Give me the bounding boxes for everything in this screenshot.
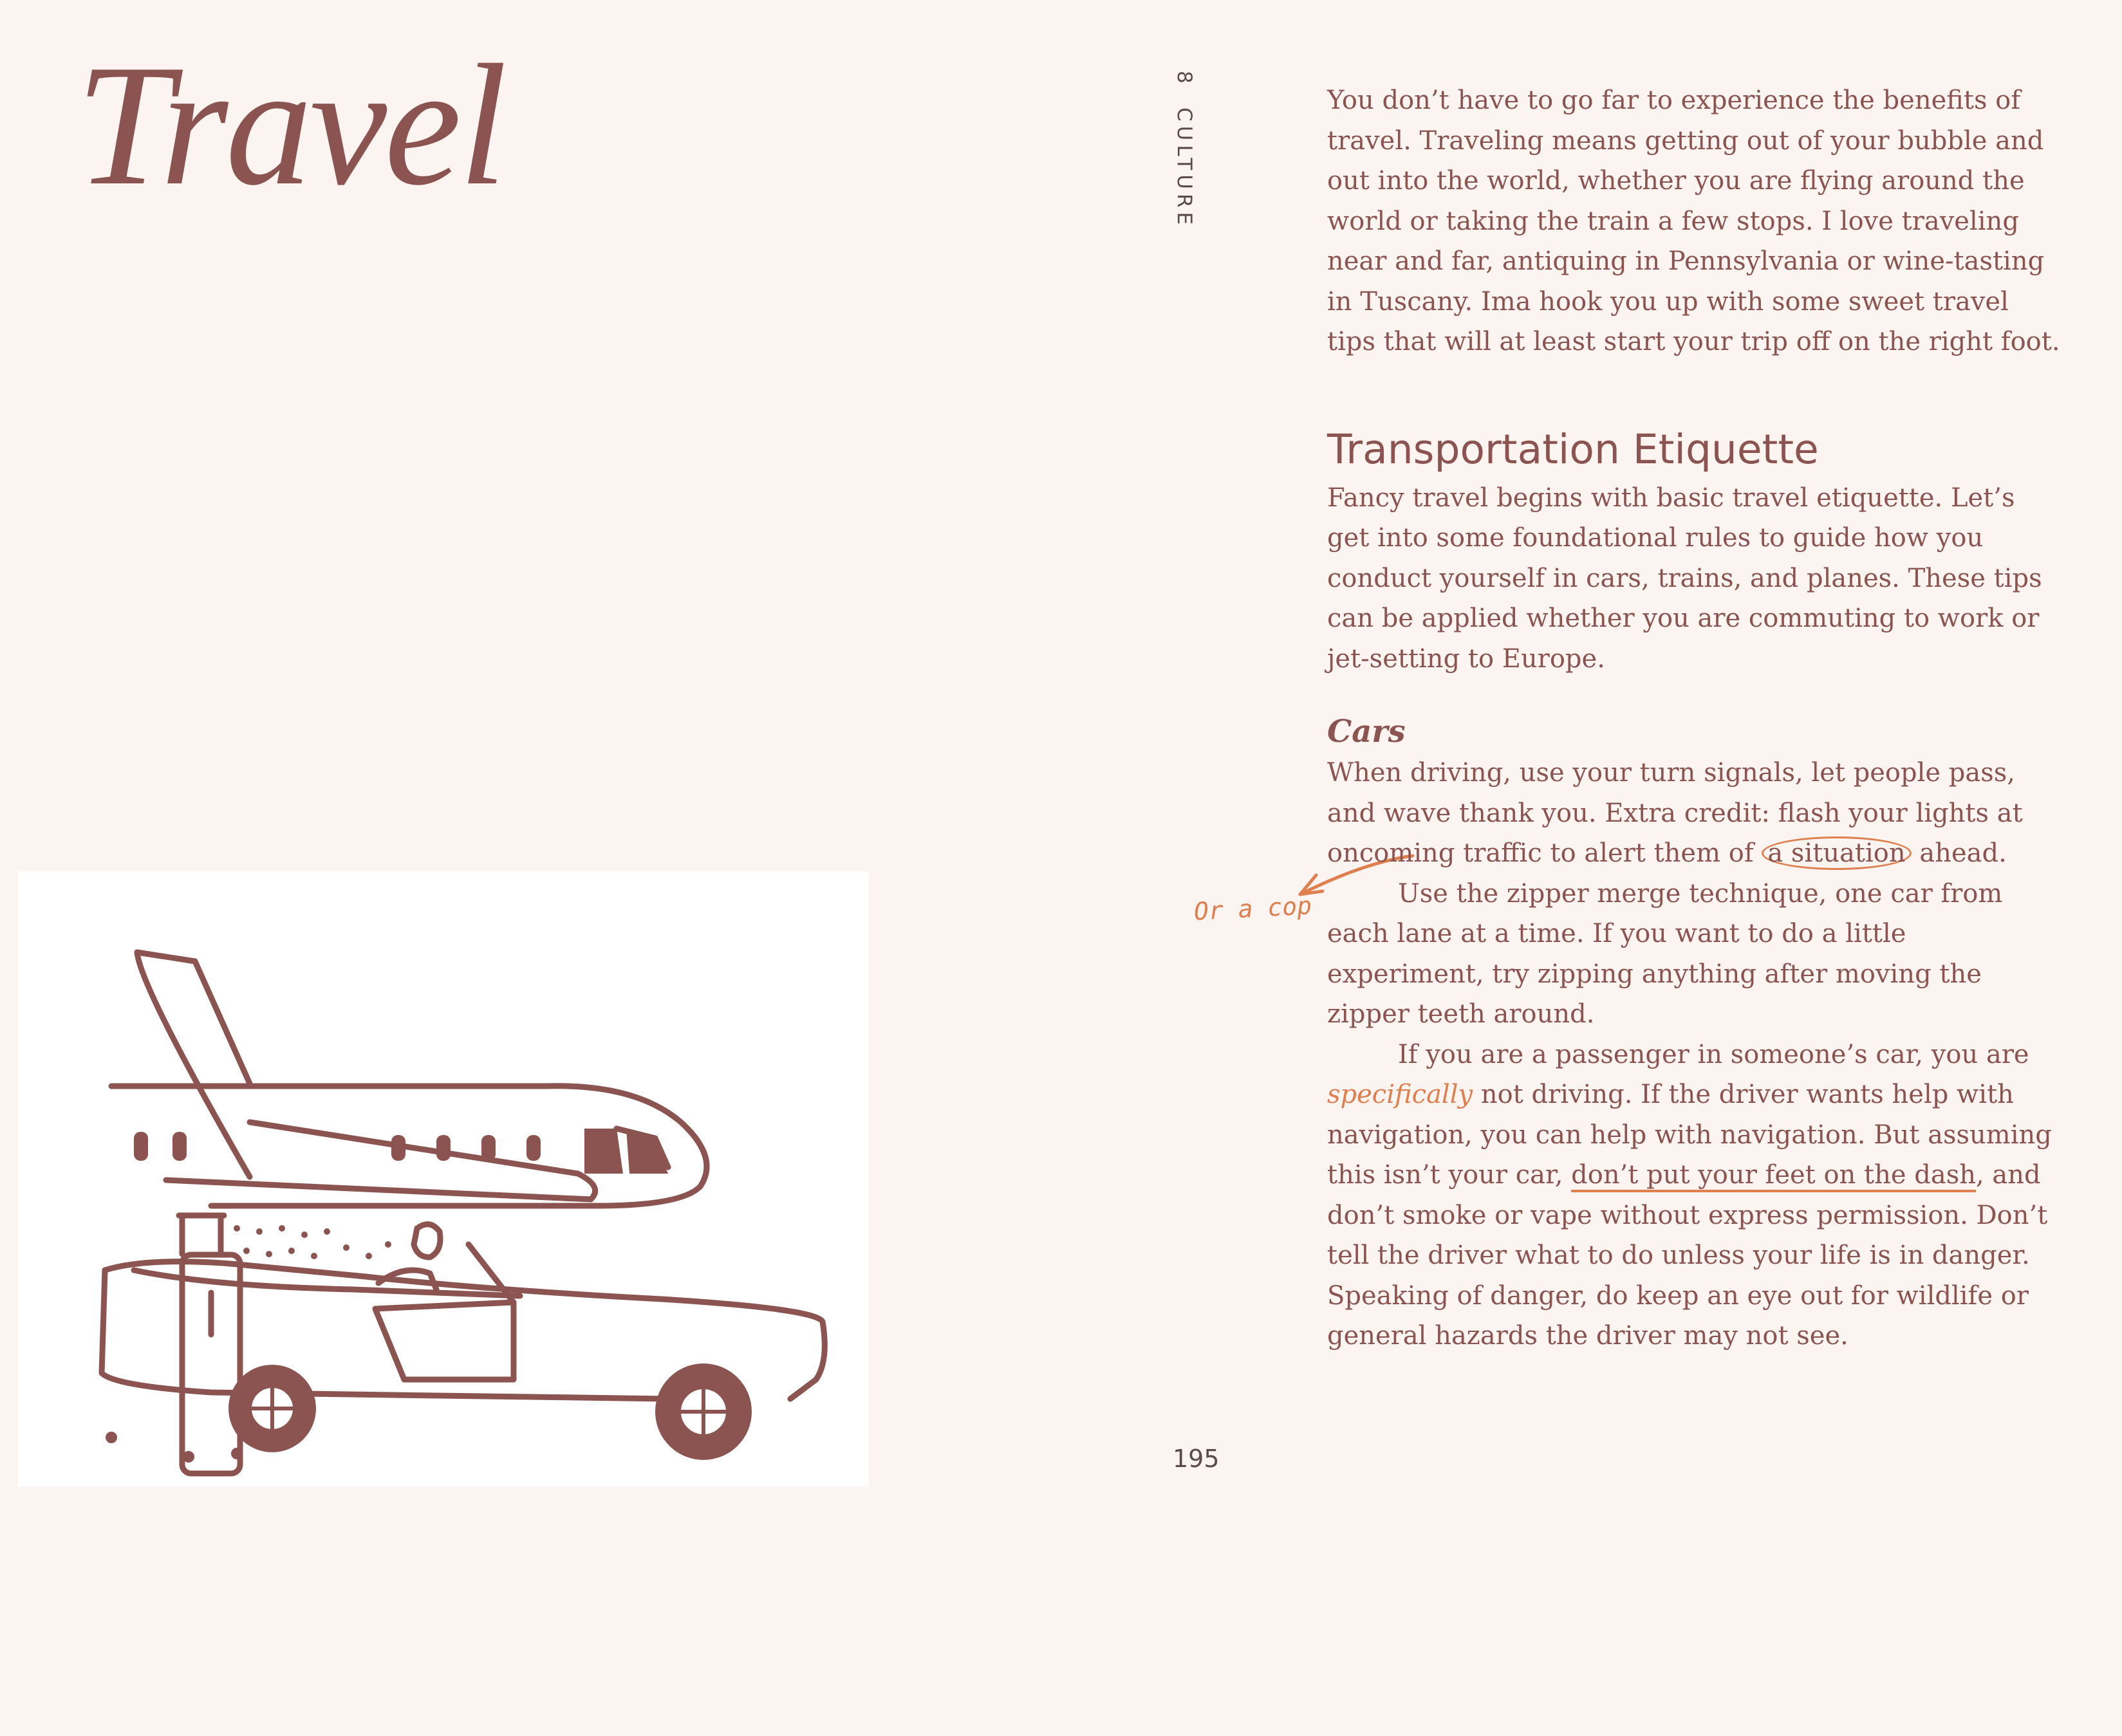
cars-paragraph-1 [1327,753,2061,874]
airplane-car-drawing [18,871,869,1487]
transportation-paragraph: Fancy travel begins with basic travel etiquette. Let’s get into some foundational rules to guide how you conduct yourself in cars, trains, and planes. These tips can be applied whether you are commuting to work or jet-setting to Europe. [1327,483,2042,674]
section-heading: Transportation Etiquette [1327,425,1819,473]
cars-p1-text: When driving, use your turn signals, let people pass, and wave thank you. Extra credit: flash your lights at oncoming traffic to alert them of [1327,758,2023,868]
cars-paragraph-3 [1327,1035,2061,1356]
intro-paragraph: You don’t have to go far to experience the benefits of travel. Traveling means getting out of your bubble and out into the world, whether you are flying around the world or taking the train a few stops. I love traveling near and far, antiquing in Pennsylvania or wine-tasting in Tuscany. Ima hook you up with some sweet travel tips that will at least start your trip off on the right foot. [1327,86,2060,356]
margin-note: Or a cop [1193,891,1313,926]
subsection-heading: Cars [1327,714,1406,750]
section-name: CULTURE [1173,107,1196,229]
cars-p3-mid: not driving. If the driver wants help with navigation, you can help with navigation. But assuming this isn’t your car, [1327,1080,2052,1190]
page-title: Travel [76,29,505,221]
underlined-phrase: don’t put your feet on the dash [1571,1160,1976,1190]
emphasized-word: specifically [1327,1080,1473,1109]
cars-p3-start: If you are a passenger in someone’s car, you are [1398,1039,2029,1069]
illustration-airplane-car [18,871,869,1487]
circled-phrase: a situation [1762,836,1911,870]
cars-p3-end: , and don’t smoke or vape without express permission. Don’t tell the driver what to do unless your life is in danger. Speaking of danger, do keep an eye out for wildlife or general hazards the driver may not see. [1327,1160,2048,1351]
running-header [1173,71,1196,229]
cars-paragraph-2: Use the zipper merge technique, one car from each lane at a time. If you want to do a little experiment, try zipping anything after moving the zipper teeth around. [1327,878,2003,1029]
page-number: 195 [1173,1445,1220,1473]
body-text [1327,80,2061,1356]
section-number: 8 [1173,71,1196,88]
cars-p1-end: ahead. [1911,838,2007,868]
